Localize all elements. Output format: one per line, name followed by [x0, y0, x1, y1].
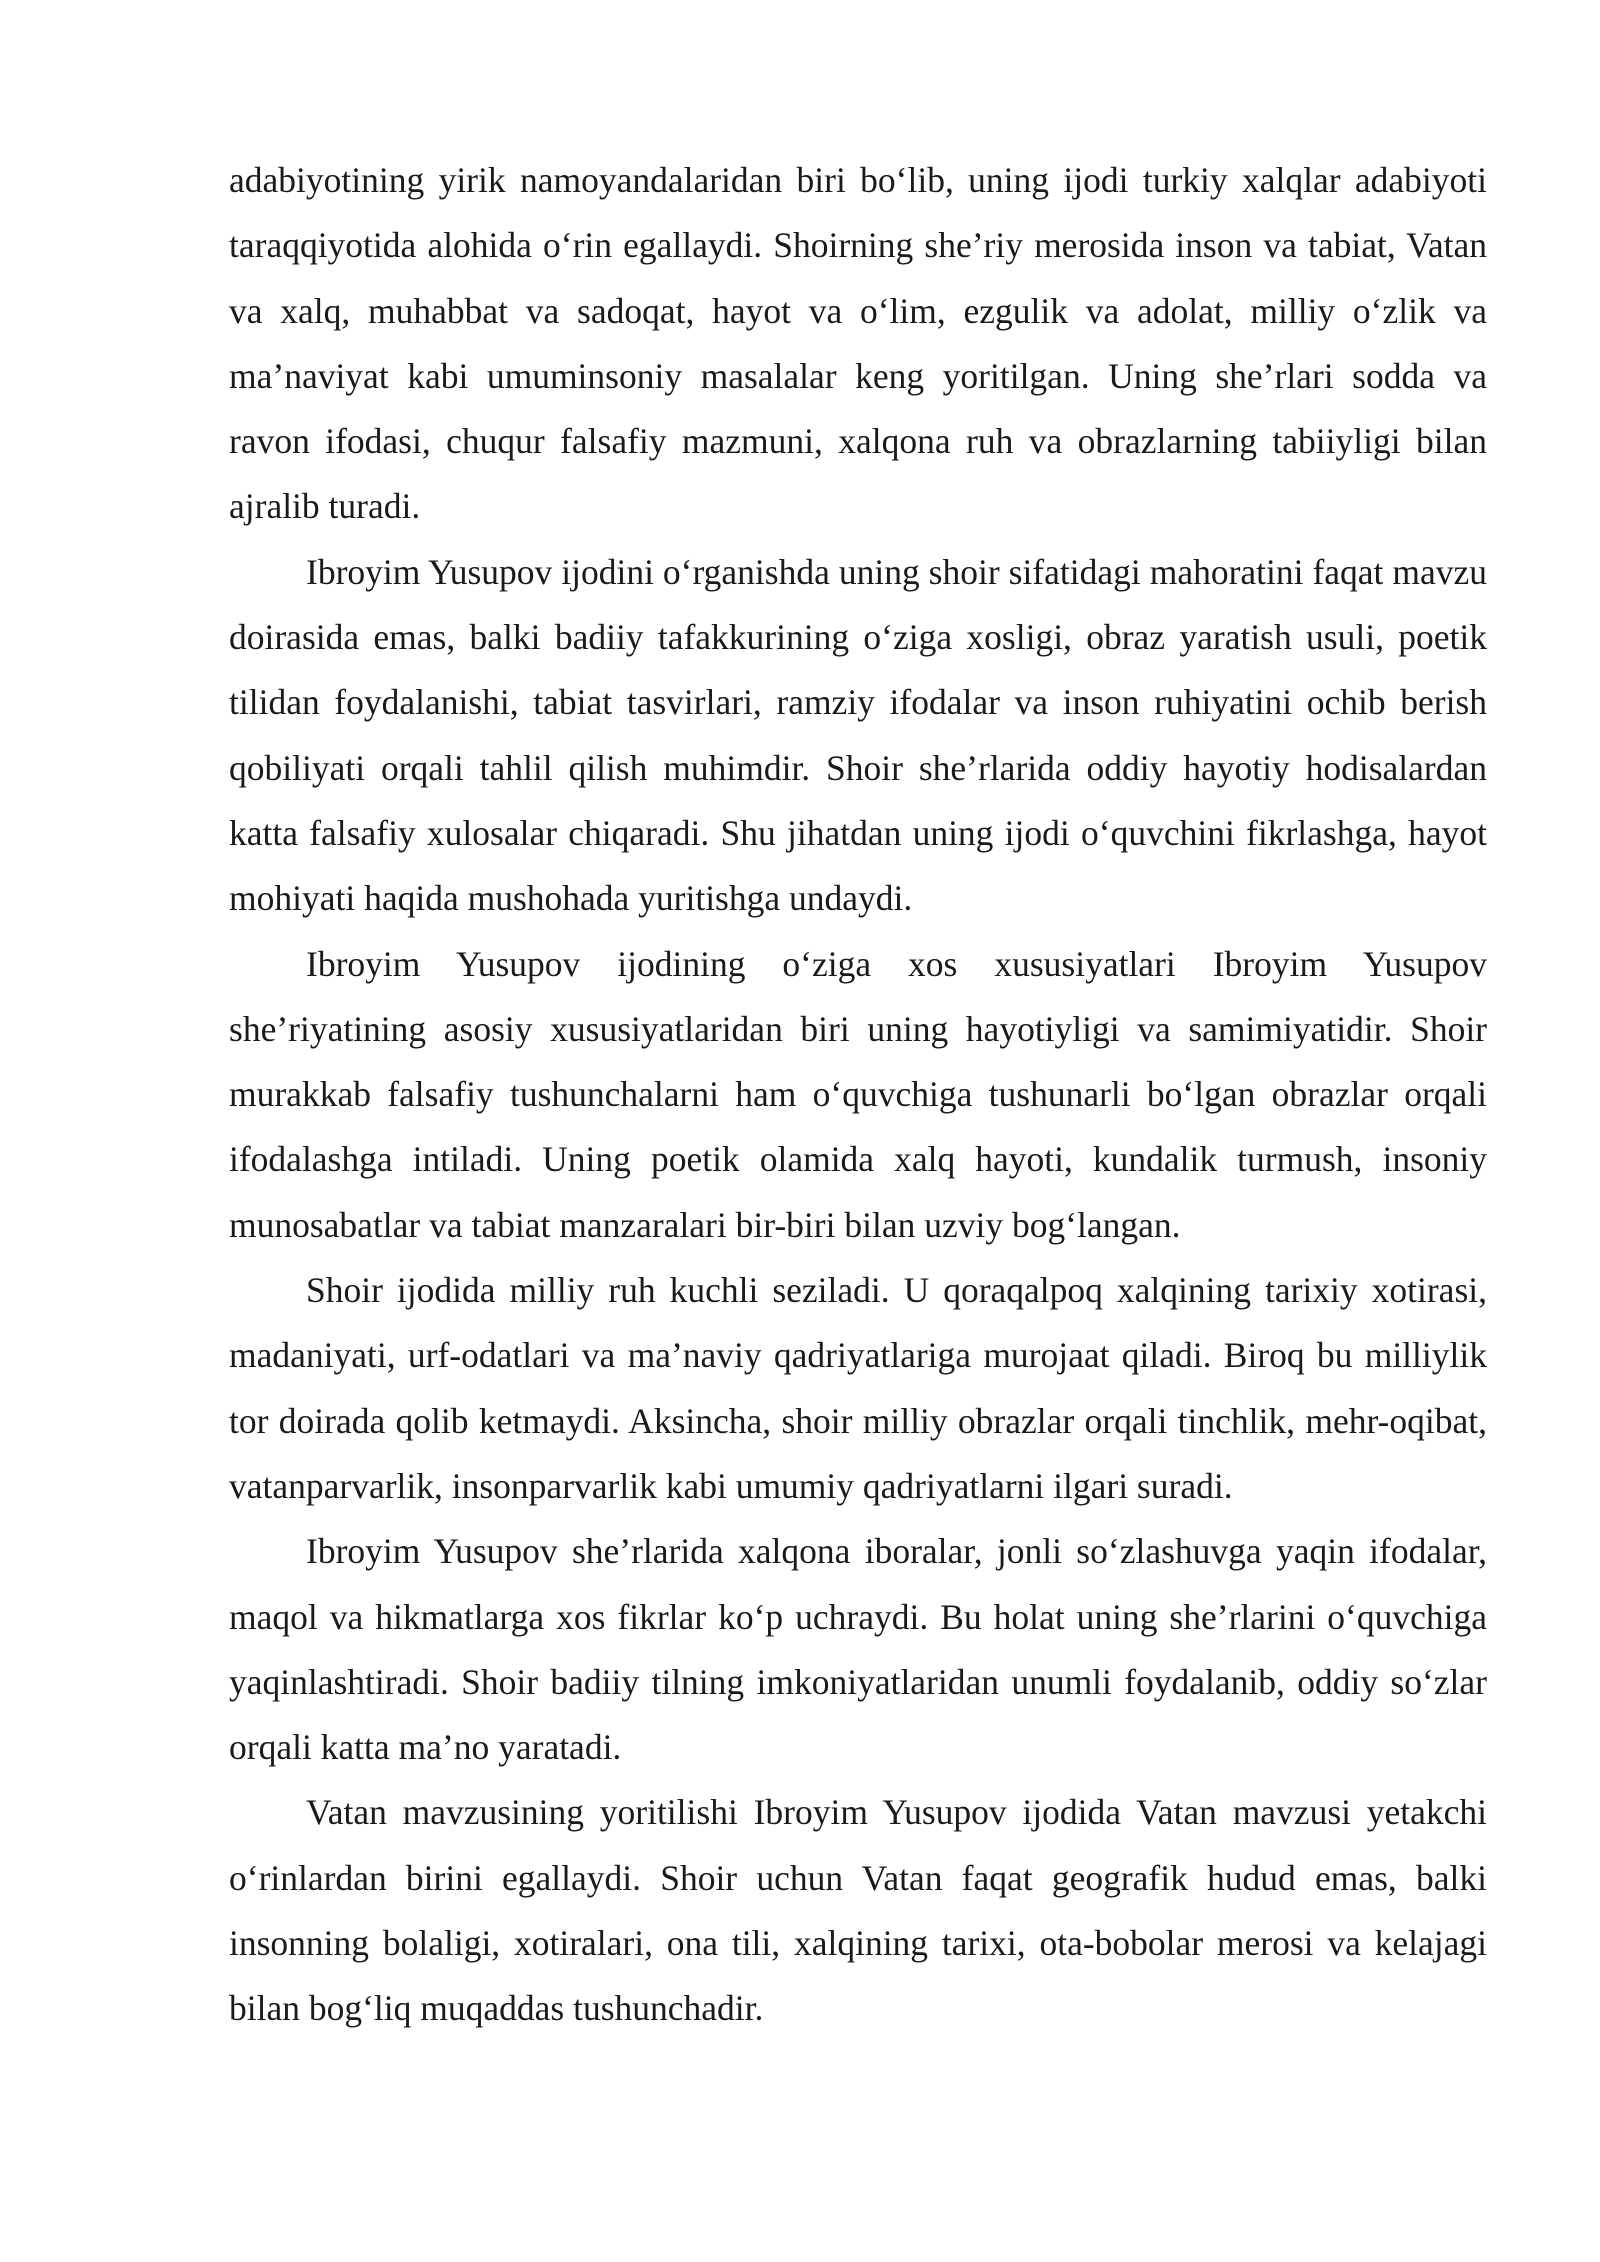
paragraph: Vatan mavzusining yoritilishi Ibroyim Yusupov ijodida Vatan mavzusi yetakchi o‘rinlardan birini egallaydi. Shoir uchun Vatan faqat geografik hudud emas, balki insonning bolaligi, xotiralari, ona tili, xalqining tarixi, ota-bobolar merosi va kelajagi bilan bog‘liq muqaddas tushunchadir.	[229, 1792, 1487, 2029]
paragraph: Shoir ijodida milliy ruh kuchli seziladi. U qoraqalpoq xalqining tarixiy xotirasi, madaniyati, urf-odatlari va ma’naviy qadriyatlariga murojaat qiladi. Biroq bu milliylik tor doirada qolib ketmaydi. Aksincha, shoir milliy obrazlar orqali tinchlik, mehr-oqibat, vatanparvarlik, insonparvarlik kabi umumiy qadriyatlarni ilgari suradi.	[229, 1270, 1487, 1506]
paragraph-continuation: adabiyotining yirik namoyandalaridan biri bo‘lib, uning ijodi turkiy xalqlar adabiyoti taraqqiyotida alohida o‘rin egallaydi. Shoirning she’riy merosida inson va tabiat, Vatan va xalq, muhabbat va sadoqat, hayot va o‘lim, ezgulik va adolat, milliy o‘zlik va ma’naviyat kabi umuminsoniy masalalar keng yoritilgan. Uning she’rlari sodda va ravon ifodasi, chuqur falsafiy mazmuni, xalqona ruh va obrazlarning tabiiyligi bilan ajralib turadi.	[229, 160, 1487, 527]
paragraph: Ibroyim Yusupov she’rlarida xalqona iboralar, jonli so‘zlashuvga yaqin ifodalar, maqol va hikmatlarga xos fikrlar ko‘p uchraydi. Bu holat uning she’rlarini o‘quvchiga yaqinlashtiradi. Shoir badiiy tilning imkoniyatlaridan unumli foydalanib, oddiy so‘zlar orqali katta ma’no yaratadi.	[229, 1531, 1487, 1768]
document-body	[229, 148, 1487, 2042]
paragraph: Ibroyim Yusupov ijodining o‘ziga xos xususiyatlari Ibroyim Yusupov she’riyatining asosiy xususiyatlaridan biri uning hayotiyligi va samimiyatidir. Shoir murakkab falsafiy tushunchalarni ham o‘quvchiga tushunarli bo‘lgan obrazlar orqali ifodalashga intiladi. Uning poetik olamida xalq hayoti, kundalik turmush, insoniy munosabatlar va tabiat manzaralari bir-biri bilan uzviy bog‘langan.	[229, 943, 1487, 1245]
paragraph: Ibroyim Yusupov ijodini o‘rganishda uning shoir sifatidagi mahoratini faqat mavzu doirasida emas, balki badiiy tafakkurining o‘ziga xosligi, obraz yaratish usuli, poetik tilidan foydalanishi, tabiat tasvirlari, ramziy ifodalar va inson ruhiyatini ochib berish qobiliyati orqali tahlil qilish muhimdir. Shoir she’rlarida oddiy hayotiy hodisalardan katta falsafiy xulosalar chiqaradi. Shu jihatdan uning ijodi o‘quvchini fikrlashga, hayot mohiyati haqida mushohada yuritishga undaydi.	[229, 551, 1487, 919]
